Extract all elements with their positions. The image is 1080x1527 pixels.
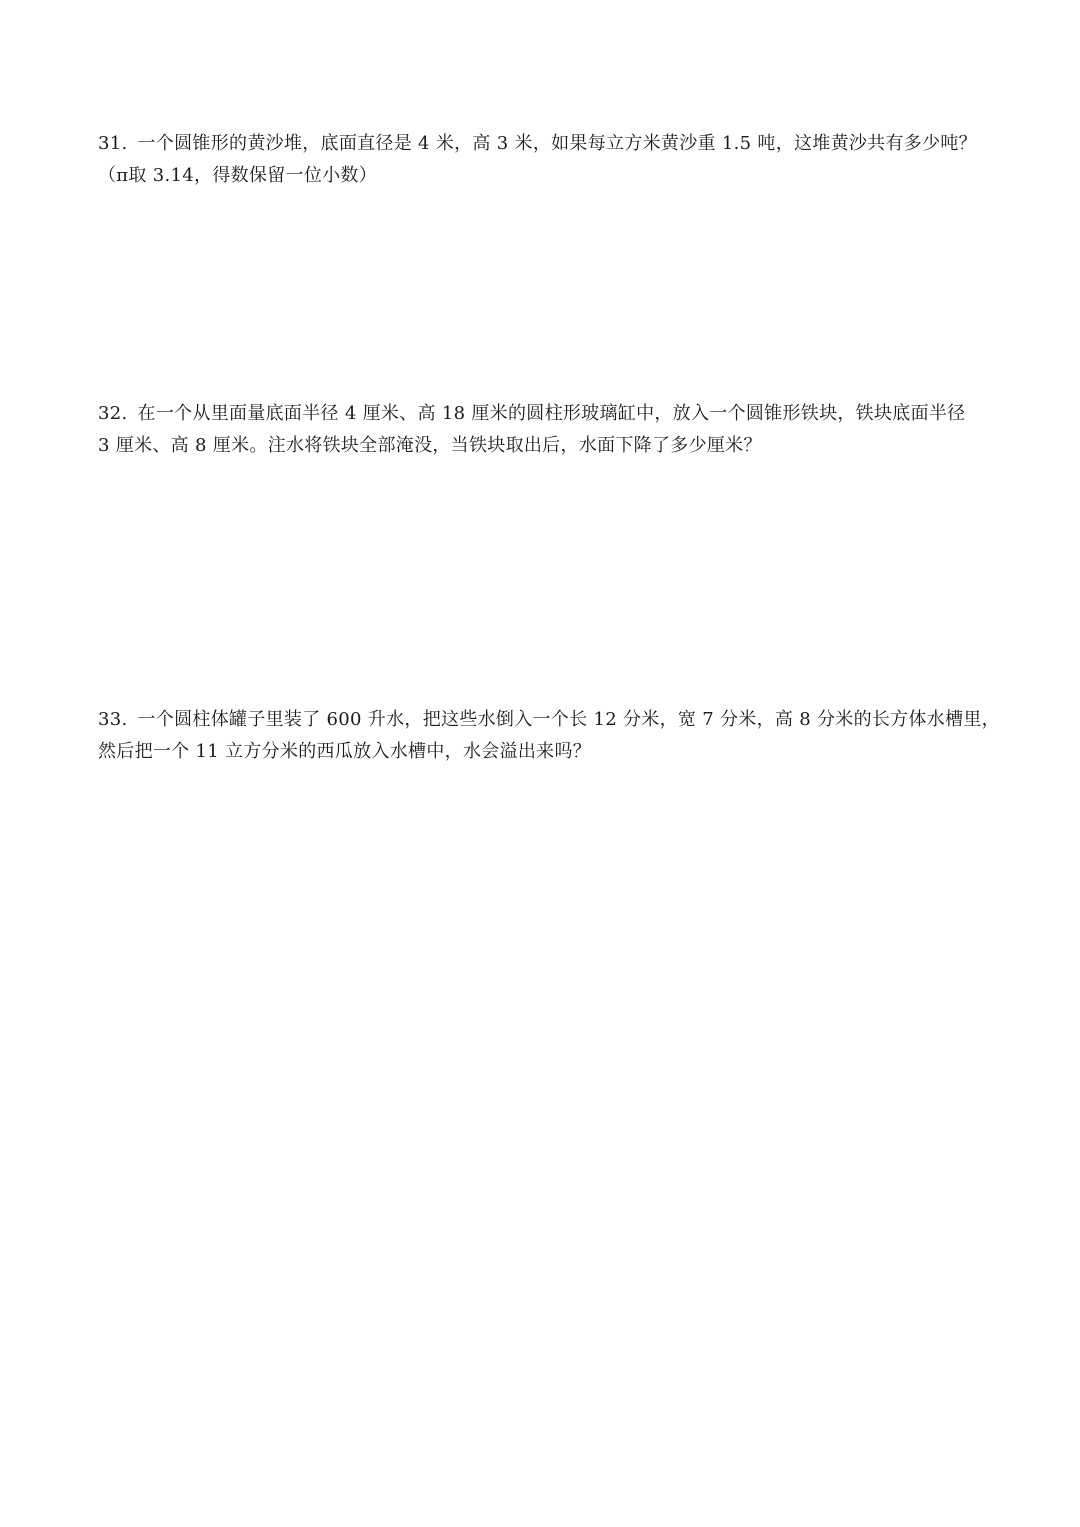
question-31 (98, 128, 998, 192)
question-31-number: 31. (98, 133, 128, 154)
question-32-text-1: 在一个从里面量底面半径 4 厘米、高 18 厘米的圆柱形玻璃缸中，放入一个圆锥形铁块，铁块底面半径 (137, 403, 966, 424)
question-32-number: 32. (98, 403, 128, 424)
question-33-text-1: 一个圆柱体罐子里装了 600 升水，把这些水倒入一个长 12 分米，宽 7 分米，高 8 分米的长方体水槽里， (137, 709, 1000, 730)
question-33-number: 33. (98, 709, 128, 730)
question-32-line-2: 3 厘米、高 8 厘米。注水将铁块全部淹没，当铁块取出后，水面下降了多少厘米？ (98, 435, 762, 456)
question-33 (98, 704, 998, 768)
question-31-line-1 (98, 128, 998, 160)
question-32-line-1 (98, 398, 998, 430)
question-31-text-1: 一个圆锥形的黄沙堆，底面直径是 4 米，高 3 米，如果每立方米黄沙重 1.5 吨，这堆黄沙共有多少吨？ (137, 133, 977, 154)
question-32 (98, 398, 998, 462)
question-33-line-1 (98, 704, 998, 736)
question-31-line-2: （π取 3.14，得数保留一位小数） (98, 165, 378, 186)
question-33-line-2: 然后把一个 11 立方分米的西瓜放入水槽中，水会溢出来吗？ (98, 741, 592, 762)
